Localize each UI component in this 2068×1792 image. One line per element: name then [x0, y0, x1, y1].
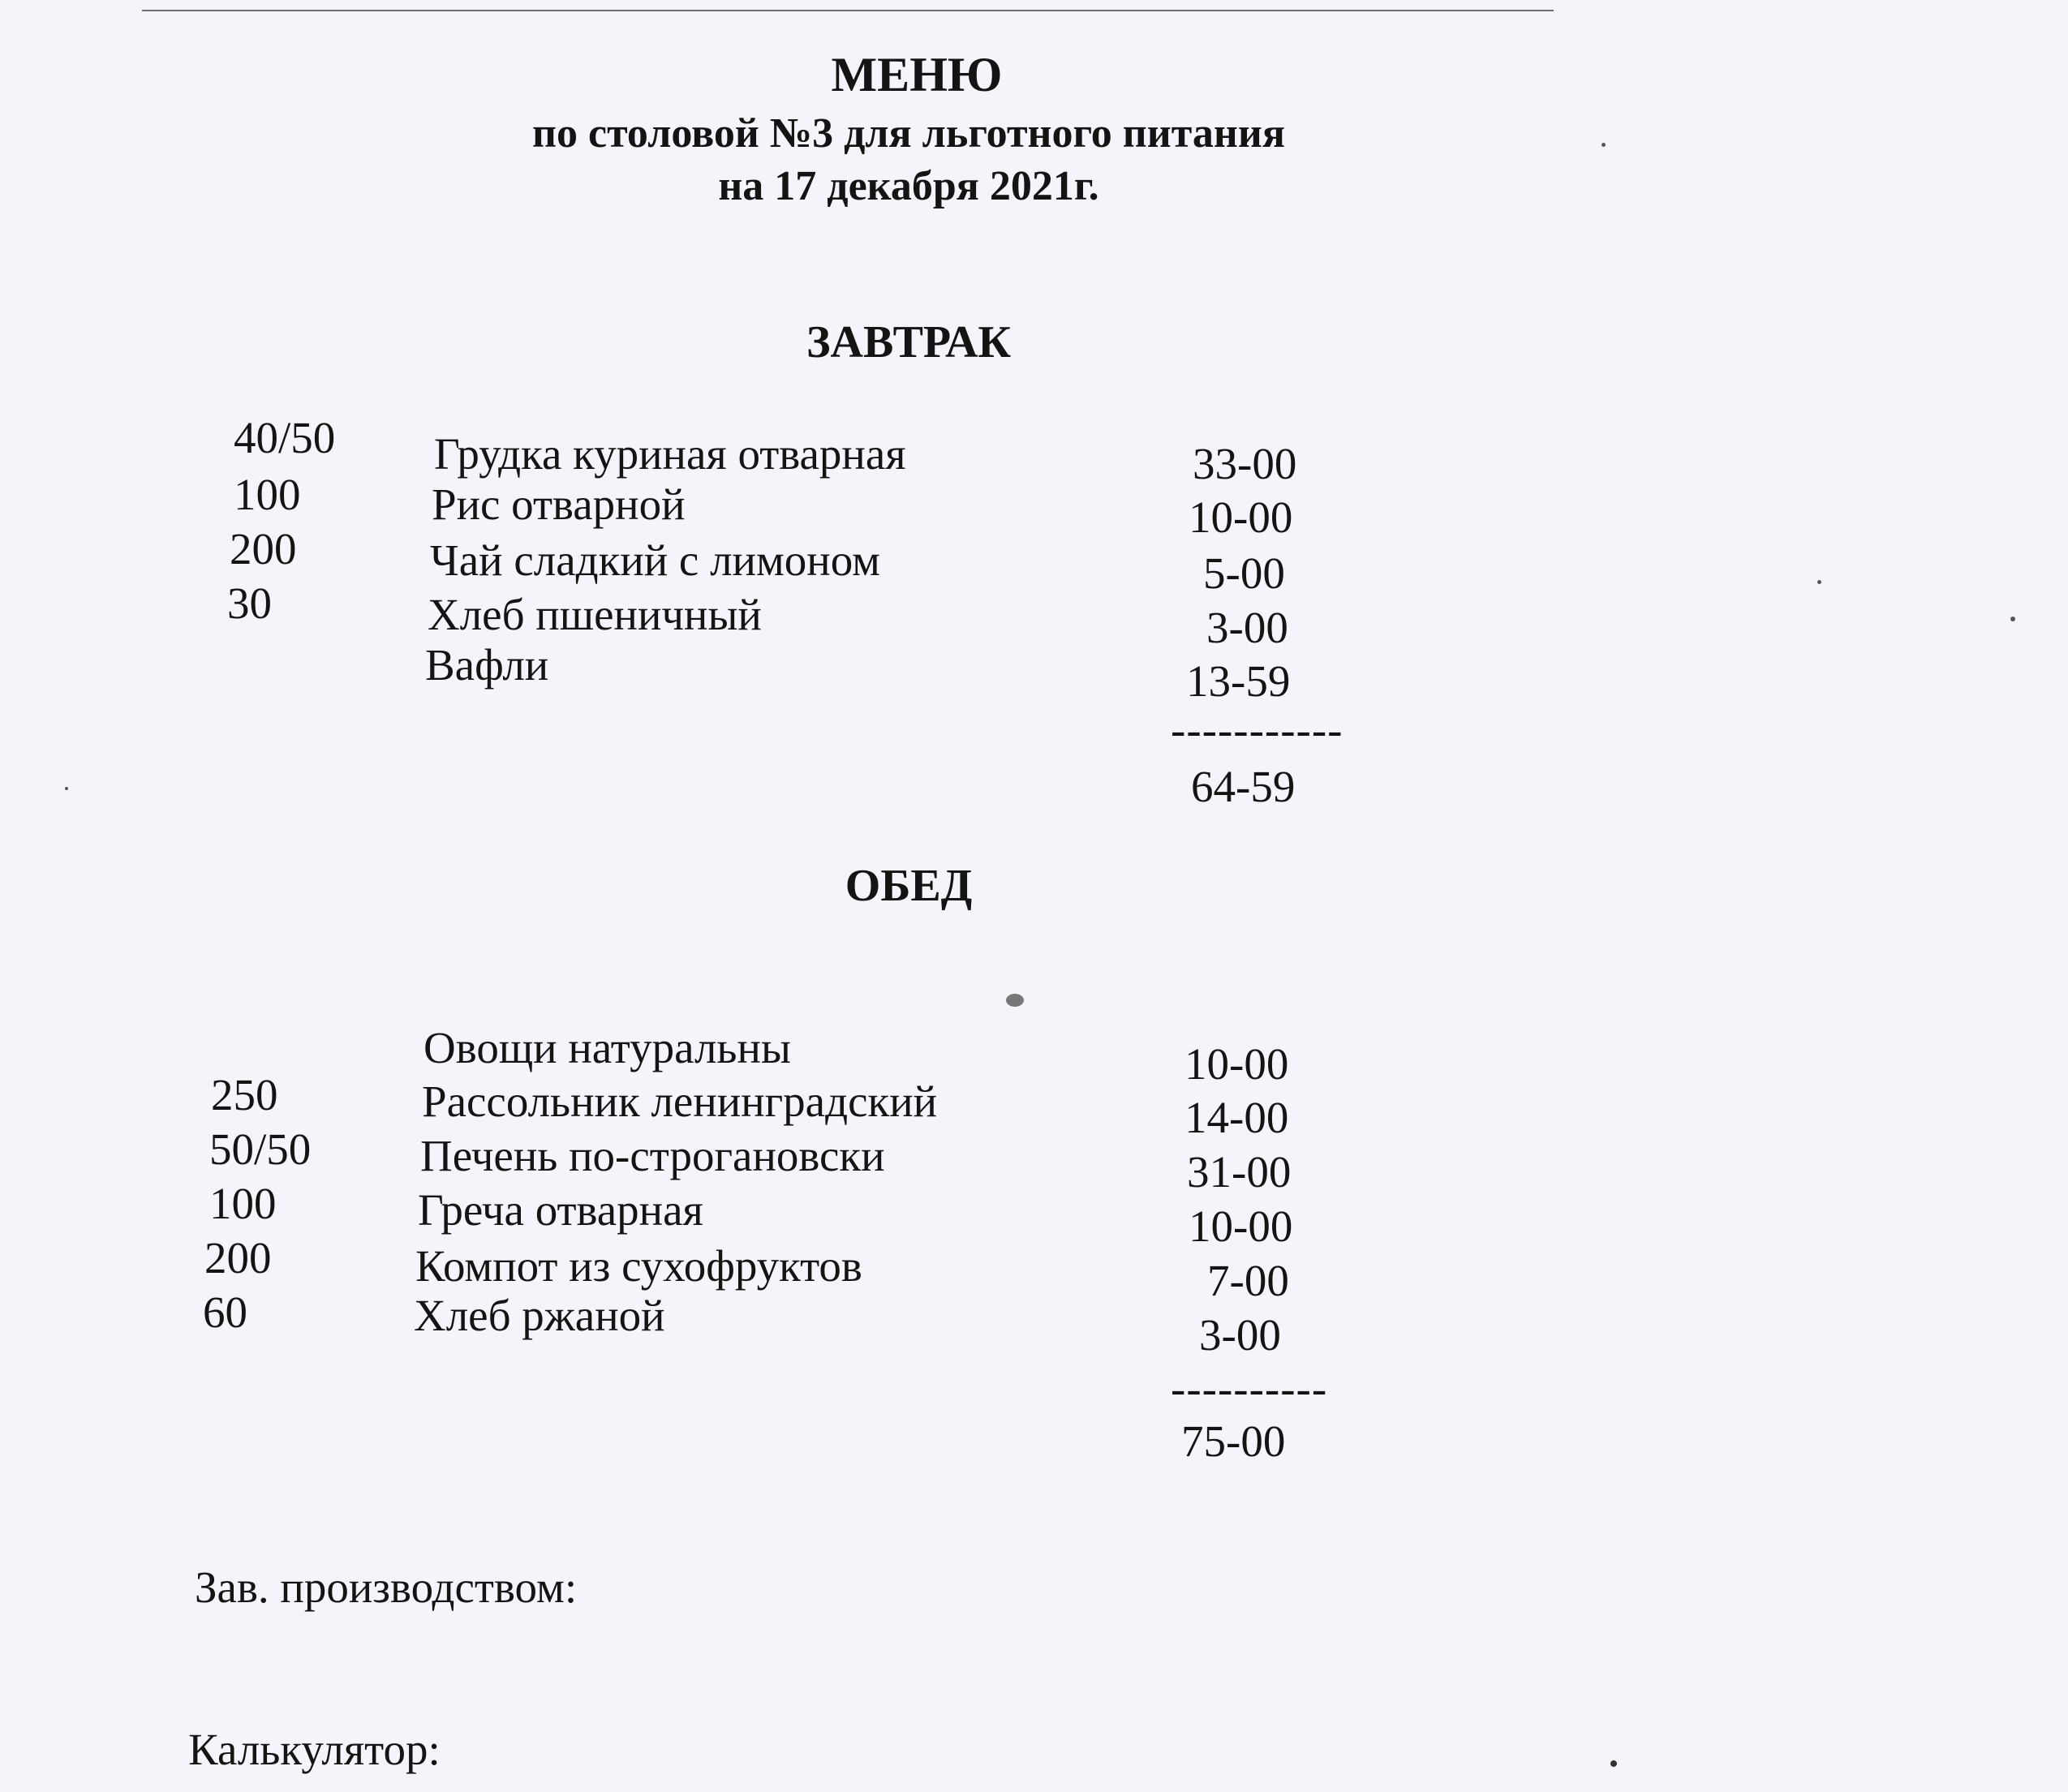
- breakfast-separator: -----------: [1171, 705, 1344, 754]
- scan-speck: [1006, 994, 1024, 1007]
- breakfast-row: [0, 578, 2068, 652]
- item-weight: 200: [230, 524, 297, 574]
- item-price: 5-00: [1203, 548, 1285, 598]
- item-name: Рис отварной: [432, 479, 686, 529]
- item-price: 31-00: [1187, 1147, 1292, 1197]
- item-name: Рассольник ленинградский: [422, 1076, 938, 1126]
- item-name: Овощи натуральны: [423, 1023, 791, 1072]
- item-weight: 30: [227, 578, 272, 628]
- item-name: Вафли: [425, 640, 549, 690]
- breakfast-row: [0, 412, 2068, 488]
- menu-date: на 17 декабря 2021г.: [718, 163, 1099, 209]
- breakfast-row: [0, 469, 2068, 542]
- item-weight: 250: [211, 1070, 278, 1119]
- lunch-total: 75-00: [1181, 1416, 1286, 1466]
- menu-title: МЕНЮ: [831, 48, 1003, 101]
- item-weight: 60: [203, 1287, 247, 1337]
- lunch-heading: ОБЕД: [845, 861, 973, 911]
- scan-speck: [65, 787, 68, 790]
- lunch-row: [0, 1069, 2068, 1142]
- lunch-row: [0, 1232, 2068, 1305]
- item-price: 14-00: [1184, 1093, 1289, 1142]
- breakfast-heading: ЗАВТРАК: [806, 317, 1012, 367]
- item-name: Грудка куриная отварная: [434, 429, 906, 479]
- item-name: Хлеб пшеничный: [428, 590, 762, 639]
- item-price: 10-00: [1189, 1201, 1293, 1251]
- item-price: 10-00: [1189, 492, 1293, 542]
- menu-subtitle: по столовой №3 для льготного питания: [532, 110, 1285, 157]
- scan-speck: [1602, 143, 1606, 147]
- item-weight: 40/50: [234, 413, 336, 462]
- lunch-row: [0, 1178, 2068, 1251]
- lunch-row: [0, 1124, 2068, 1197]
- top-rule: [142, 10, 1554, 11]
- item-price: 3-00: [1199, 1310, 1281, 1360]
- item-weight: 100: [209, 1179, 277, 1228]
- item-price: 33-00: [1193, 439, 1297, 488]
- item-name: Компот из сухофруктов: [415, 1241, 862, 1291]
- production-head-label: Зав. производством:: [195, 1562, 578, 1612]
- item-price: 13-59: [1186, 656, 1291, 706]
- item-name: Печень по-строгановски: [420, 1131, 885, 1180]
- item-name: Греча отварная: [418, 1185, 703, 1235]
- item-name: Чай сладкий с лимоном: [430, 535, 880, 585]
- item-price: 7-00: [1207, 1256, 1289, 1305]
- item-weight: 100: [234, 470, 301, 519]
- breakfast-row: [0, 523, 2068, 598]
- calculator-label: Калькулятор:: [188, 1725, 441, 1774]
- item-price: 3-00: [1206, 603, 1288, 652]
- item-weight: 200: [204, 1233, 272, 1283]
- lunch-separator: ----------: [1171, 1364, 1328, 1413]
- lunch-row: [0, 1287, 2068, 1360]
- breakfast-row: [0, 633, 2068, 706]
- scan-speck: [1817, 580, 1821, 584]
- breakfast-total: 64-59: [1191, 762, 1296, 811]
- item-price: 10-00: [1184, 1039, 1289, 1089]
- item-weight: 50/50: [209, 1124, 312, 1174]
- scan-speck: [2010, 617, 2015, 621]
- scan-speck: [1610, 1760, 1617, 1767]
- item-name: Хлеб ржаной: [414, 1291, 665, 1340]
